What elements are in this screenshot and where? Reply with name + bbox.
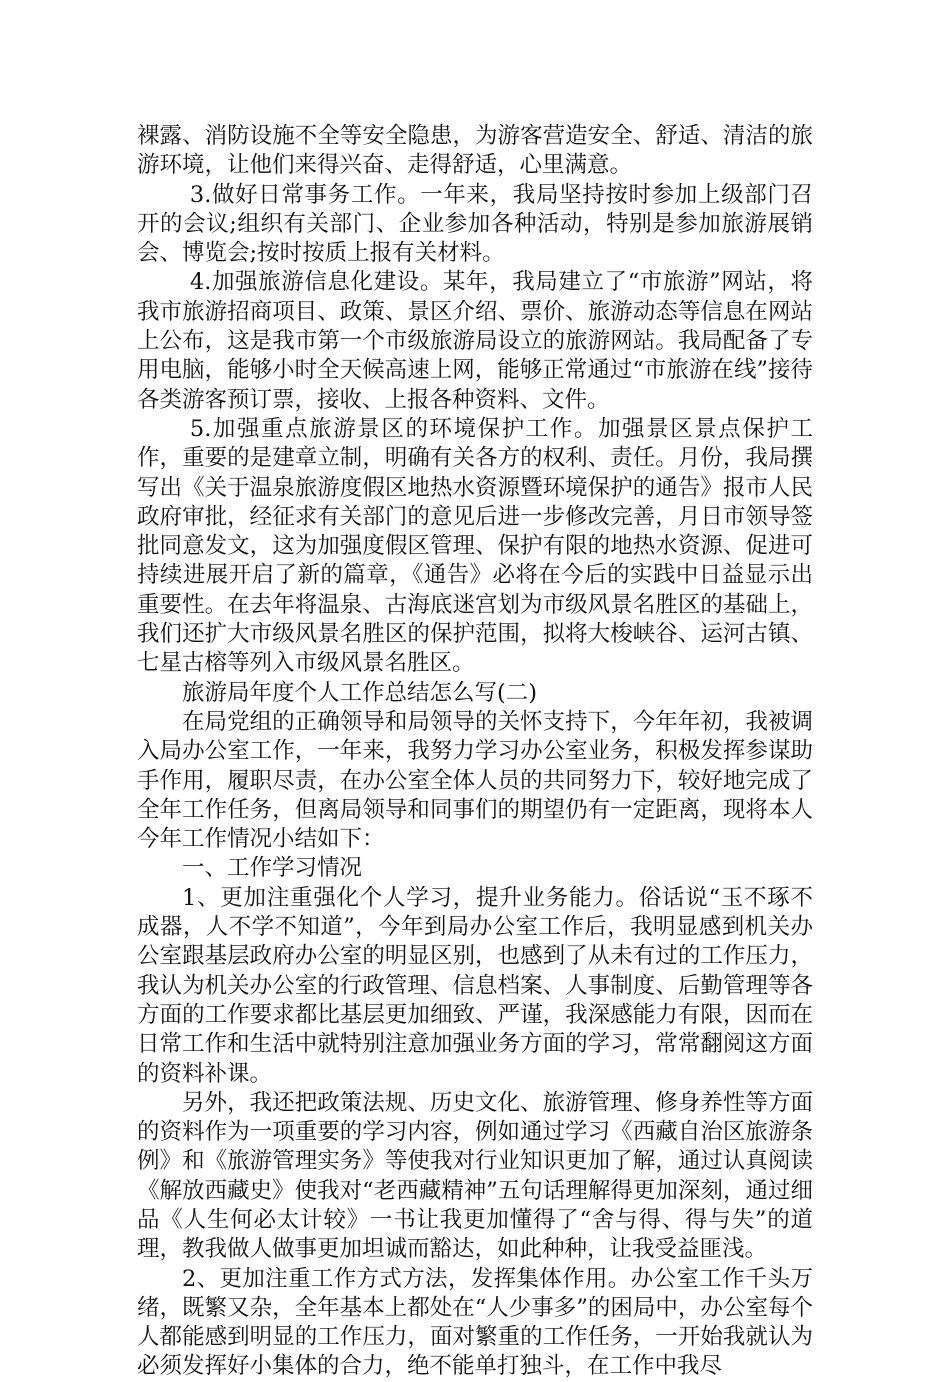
paragraph: 2、更加注重工作方式方法，发挥集体作用。办公室工作千头万绪，既繁又杂，全年基本上都处在“人少事多”的困局中，办公室每个人都能感到明显的工作压力，面对繁重的工作任务，一开始我就认为必须发挥好小集体的合力，绝不能单打独斗，在工作中我尽 — [137, 1265, 813, 1380]
paragraph: 1、更加注重强化个人学习，提升业务能力。俗话说“玉不琢不成器，人不学不知道”，今年到局办公室工作后，我明显感到机关办公室跟基层政府办公室的明显区别，也感到了从未有过的工作压力，我认为机关办公室的行政管理、信息档案、人事制度、后勤管理等各方面的工作要求都比基层更加细致、严谨，我深感能力有限，因而在日常工作和生活中就特别注意加强业务方面的学习，常常翻阅这方面的资料补课。 — [137, 884, 813, 1087]
paragraph: 4.加强旅游信息化建设。某年，我局建立了“市旅游”网站，将我市旅游招商项目、政策、景区介绍、票价、旅游动态等信息在网站上公布，这是我市第一个市级旅游局设立的旅游网站。我局配备了专用电脑，能够小时全天候高速上网，能够正常通过“市旅游在线”接待各类游客预订票，接收、上报各种资料、文件。 — [137, 269, 813, 413]
paragraph: 5.加强重点旅游景区的环境保护工作。加强景区景点保护工作，重要的是建章立制，明确有关各方的权利、责任。月份，我局撰写出《关于温泉旅游度假区地热水资源暨环境保护的通告》报市人民政府审批，经征求有关部门的意见后进一步修改完善，月日市领导签批同意发文，这为加强度假区管理、保护有限的地热水资源、促进可持续进展开启了新的篇章，《通告》必将在今后的实践中日益显示出重要性。在去年将温泉、古海底迷宫划为市级风景名胜区的基础上，我们还扩大市级风景名胜区的保护范围，拟将大梭峡谷、运河古镇、七星古榕等列入市级风景名胜区。 — [137, 415, 813, 677]
paragraph: 一、工作学习情况 — [182, 855, 363, 882]
paragraph: 3.做好日常事务工作。一年来，我局坚持按时参加上级部门召开的会议;组织有关部门、企业参加各种活动，特别是参加旅游展销会、博览会;按时按质上报有关材料。 — [137, 181, 813, 267]
paragraph: 另外，我还把政策法规、历史文化、旅游管理、修身养性等方面的资料作为一项重要的学习内容，例如通过学习《西藏自治区旅游条例》和《旅游管理实务》等使我对行业知识更加了解，通过认真阅读《解放西藏史》使我对“老西藏精神”五句话理解得更加深刻，通过细品《人生何必太计较》一书让我更加懂得了“舍与得、得与失”的道理，教我做人做事更加坦诚而豁达，如此种种，让我受益匪浅。 — [137, 1089, 813, 1263]
document-body — [137, 122, 813, 1382]
paragraph: 裸露、消防设施不全等安全隐患，为游客营造安全、舒适、清洁的旅游环境，让他们来得兴奋、走得舒适，心里满意。 — [137, 123, 813, 179]
paragraph: 在局党组的正确领导和局领导的关怀支持下，今年年初，我被调入局办公室工作，一年来，我努力学习办公室业务，积极发挥参谋助手作用，履职尽责，在办公室全体人员的共同努力下，较好地完成了全年工作任务，但离局领导和同事们的期望仍有一定距离，现将本人今年工作情况小结如下： — [137, 708, 813, 853]
paragraph: 旅游局年度个人工作总结怎么写(二) — [182, 679, 538, 706]
